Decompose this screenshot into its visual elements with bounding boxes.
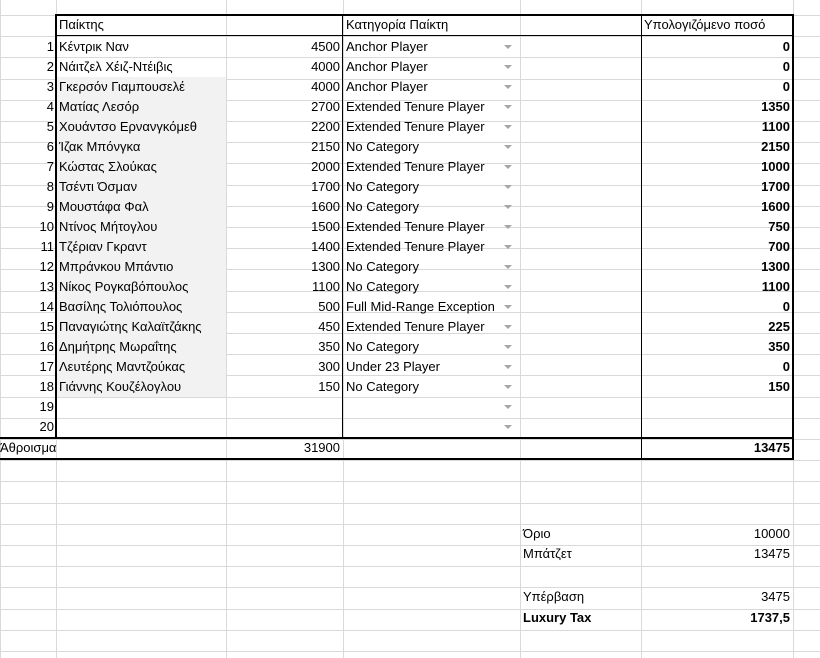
player-amount-cell[interactable] xyxy=(226,417,342,437)
player-name-cell[interactable]: Λευτέρης Μαντζούκας xyxy=(56,357,226,377)
budget-label[interactable]: Μπάτζετ xyxy=(523,546,572,561)
player-category-select[interactable]: Extended Tenure Player xyxy=(346,119,485,134)
row-index[interactable]: 12 xyxy=(39,259,54,274)
table-left-border xyxy=(55,14,57,438)
computed-amount-cell[interactable]: 0 xyxy=(782,59,790,74)
computed-amount-cell[interactable]: 1100 xyxy=(761,279,790,294)
player-amount-cell[interactable]: 1400 xyxy=(311,239,340,254)
player-amount-cell[interactable] xyxy=(226,397,342,417)
table-top-border xyxy=(56,14,793,16)
row-index[interactable]: 8 xyxy=(46,179,54,194)
dropdown-arrow-icon[interactable] xyxy=(504,45,512,49)
player-category-select[interactable]: No Category xyxy=(346,139,419,154)
player-name-cell[interactable]: Νίκος Ρογκαβόπουλος xyxy=(56,277,226,297)
player-amount-cell[interactable]: 1600 xyxy=(311,199,340,214)
row-index[interactable]: 6 xyxy=(46,139,54,154)
row-index[interactable]: 4 xyxy=(46,99,54,114)
computed-amount-cell[interactable]: 150 xyxy=(768,379,790,394)
table-right-border xyxy=(792,14,794,460)
budget-value[interactable]: 13475 xyxy=(753,546,790,561)
player-category-select[interactable] xyxy=(343,397,519,417)
player-name-cell[interactable]: Κώστας Σλούκας xyxy=(56,157,226,177)
row-index[interactable]: 11 xyxy=(40,239,54,254)
computed-amount-cell[interactable]: 700 xyxy=(768,239,790,254)
row-index[interactable]: 3 xyxy=(46,79,54,94)
player-category-select[interactable]: Anchor Player xyxy=(346,39,428,54)
gridline-horizontal xyxy=(0,481,820,482)
player-category-select[interactable]: Anchor Player xyxy=(346,59,428,74)
gridline-horizontal xyxy=(0,566,820,567)
player-name-cell[interactable]: Τζέριαν Γκραντ xyxy=(56,237,226,257)
player-name-cell[interactable]: Κέντρικ Ναν xyxy=(59,39,129,54)
player-category-select[interactable]: Extended Tenure Player xyxy=(346,219,485,234)
totals-top-border xyxy=(0,437,794,439)
player-category-select[interactable] xyxy=(343,417,519,437)
player-category-select[interactable]: Full Mid-Range Exception xyxy=(346,299,495,314)
row-index[interactable]: 1 xyxy=(46,39,54,54)
dropdown-arrow-icon[interactable] xyxy=(504,405,512,409)
dropdown-arrow-icon[interactable] xyxy=(504,85,512,89)
player-name-cell[interactable]: Δημήτρης Μωραΐτης xyxy=(56,337,226,357)
player-category-select[interactable]: No Category xyxy=(346,279,419,294)
player-category-select[interactable]: No Category xyxy=(346,199,419,214)
dropdown-arrow-icon[interactable] xyxy=(504,345,512,349)
tax-value[interactable]: 1737,5 xyxy=(750,610,790,625)
player-category-select[interactable]: Extended Tenure Player xyxy=(346,319,485,334)
computed-amount-cell[interactable]: 0 xyxy=(782,39,790,54)
dropdown-arrow-icon[interactable] xyxy=(504,425,512,429)
gridline-horizontal xyxy=(0,503,820,504)
row-index[interactable]: 13 xyxy=(39,279,54,294)
limit-value[interactable]: 10000 xyxy=(753,526,790,541)
player-amount-cell[interactable]: 2200 xyxy=(311,119,340,134)
player-amount-cell[interactable]: 2700 xyxy=(311,99,340,114)
computed-amount-cell[interactable]: 1700 xyxy=(761,179,790,194)
player-amount-cell[interactable]: 300 xyxy=(318,359,340,374)
col-divider-1 xyxy=(342,14,343,438)
tax-label[interactable]: Luxury Tax xyxy=(523,610,592,625)
player-amount-cell[interactable]: 2150 xyxy=(311,139,340,154)
totals-label[interactable]: Άθροισμα xyxy=(0,440,57,455)
player-name-cell[interactable] xyxy=(56,417,226,437)
player-name-cell[interactable]: Ματίας Λεσόρ xyxy=(56,97,226,117)
dropdown-arrow-icon[interactable] xyxy=(504,265,512,269)
player-name-cell[interactable]: Γκερσόν Γιαμπουσελέ xyxy=(56,77,226,97)
player-category-select[interactable]: Extended Tenure Player xyxy=(346,239,485,254)
row-index[interactable]: 16 xyxy=(39,339,54,354)
player-name-cell[interactable]: Μπράνκου Μπάντιο xyxy=(56,257,226,277)
computed-amount-cell[interactable] xyxy=(641,417,792,437)
computed-amount-cell[interactable]: 225 xyxy=(768,319,790,334)
player-category-select[interactable]: Under 23 Player xyxy=(346,359,440,374)
dropdown-arrow-icon[interactable] xyxy=(504,125,512,129)
header-category[interactable]: Κατηγορία Παίκτη xyxy=(346,17,449,32)
row-index[interactable]: 5 xyxy=(46,119,54,134)
player-category-select[interactable]: No Category xyxy=(346,179,419,194)
player-name-cell[interactable]: Μουστάφα Φαλ xyxy=(56,197,226,217)
player-amount-cell[interactable]: 4000 xyxy=(311,59,340,74)
header-computed[interactable]: Υπολογιζόμενο ποσό xyxy=(644,17,766,32)
player-name-cell[interactable]: Τσέντι Όσμαν xyxy=(56,177,226,197)
player-amount-cell[interactable]: 1100 xyxy=(312,279,340,294)
totals-bottom-border xyxy=(0,458,794,460)
row-index[interactable]: 10 xyxy=(39,219,54,234)
player-category-select[interactable]: No Category xyxy=(346,379,419,394)
dropdown-arrow-icon[interactable] xyxy=(504,205,512,209)
computed-amount-cell[interactable]: 0 xyxy=(782,79,790,94)
player-name-cell[interactable] xyxy=(56,397,226,417)
gridline-horizontal xyxy=(0,630,820,631)
player-amount-cell[interactable]: 2000 xyxy=(311,159,340,174)
gridline-horizontal xyxy=(0,460,820,461)
player-amount-cell[interactable]: 1300 xyxy=(311,259,340,274)
dropdown-arrow-icon[interactable] xyxy=(504,225,512,229)
player-name-cell[interactable]: Νάιτζελ Χέιζ-Ντέιβις xyxy=(59,59,173,74)
computed-amount-cell[interactable]: 1000 xyxy=(761,159,790,174)
header-bottom-border xyxy=(56,35,793,36)
dropdown-arrow-icon[interactable] xyxy=(504,365,512,369)
gridline-horizontal xyxy=(0,651,820,652)
row-index[interactable]: 17 xyxy=(39,359,54,374)
player-amount-cell[interactable]: 1500 xyxy=(311,219,340,234)
row-index[interactable]: 2 xyxy=(46,59,54,74)
computed-amount-cell[interactable]: 1300 xyxy=(761,259,790,274)
computed-amount-cell[interactable]: 350 xyxy=(768,339,790,354)
computed-amount-cell[interactable]: 1350 xyxy=(761,99,790,114)
player-amount-cell[interactable]: 4000 xyxy=(311,79,340,94)
player-name-cell[interactable]: Παναγιώτης Καλαϊτζάκης xyxy=(56,317,226,337)
totals-amount[interactable]: 31900 xyxy=(303,440,340,455)
totals-computed[interactable]: 13475 xyxy=(753,440,790,455)
computed-amount-cell[interactable]: 0 xyxy=(782,299,790,314)
player-category-select[interactable]: Anchor Player xyxy=(346,79,428,94)
dropdown-arrow-icon[interactable] xyxy=(504,185,512,189)
player-name-cell[interactable]: Ίζακ Μπόνγκα xyxy=(56,137,226,157)
dropdown-arrow-icon[interactable] xyxy=(504,325,512,329)
limit-label[interactable]: Όριο xyxy=(523,526,551,541)
computed-amount-cell[interactable]: 1600 xyxy=(761,199,790,214)
totals-divider xyxy=(641,437,642,459)
computed-amount-cell[interactable]: 1100 xyxy=(761,119,790,134)
row-index[interactable]: 15 xyxy=(39,319,54,334)
player-amount-cell[interactable]: 350 xyxy=(318,339,340,354)
header-player[interactable]: Παίκτης xyxy=(59,17,104,32)
player-amount-cell[interactable]: 450 xyxy=(318,319,340,334)
player-name-cell[interactable]: Χουάντσο Ερνανγκόμεθ xyxy=(56,117,226,137)
dropdown-arrow-icon[interactable] xyxy=(504,305,512,309)
excess-label[interactable]: Υπέρβαση xyxy=(523,589,585,604)
player-name-cell[interactable]: Ντίνος Μήτογλου xyxy=(56,217,226,237)
computed-amount-cell[interactable]: 750 xyxy=(768,219,790,234)
computed-amount-cell[interactable]: 2150 xyxy=(761,139,790,154)
player-amount-cell[interactable]: 4500 xyxy=(311,39,340,54)
row-index[interactable]: 14 xyxy=(39,299,54,314)
player-category-select[interactable]: Extended Tenure Player xyxy=(346,159,485,174)
row-index[interactable]: 9 xyxy=(46,199,54,214)
dropdown-arrow-icon[interactable] xyxy=(504,245,512,249)
col-divider-2 xyxy=(641,14,642,438)
dropdown-arrow-icon[interactable] xyxy=(504,165,512,169)
row-index[interactable]: 20 xyxy=(39,419,54,434)
player-name-cell[interactable]: Γιάννης Κουζέλογλου xyxy=(56,377,226,397)
row-index[interactable]: 7 xyxy=(46,159,54,174)
dropdown-arrow-icon[interactable] xyxy=(504,145,512,149)
player-name-cell[interactable]: Βασίλης Τολιόπουλος xyxy=(56,297,226,317)
player-category-select[interactable]: Extended Tenure Player xyxy=(346,99,485,114)
row-index[interactable]: 18 xyxy=(39,379,54,394)
dropdown-arrow-icon[interactable] xyxy=(504,385,512,389)
computed-amount-cell[interactable] xyxy=(641,397,792,417)
computed-amount-cell[interactable]: 0 xyxy=(782,359,790,374)
player-category-select[interactable]: No Category xyxy=(346,339,419,354)
player-amount-cell[interactable]: 150 xyxy=(318,379,340,394)
player-category-select[interactable]: No Category xyxy=(346,259,419,274)
row-index[interactable]: 19 xyxy=(39,399,54,414)
dropdown-arrow-icon[interactable] xyxy=(504,65,512,69)
player-amount-cell[interactable]: 1700 xyxy=(311,179,340,194)
dropdown-arrow-icon[interactable] xyxy=(504,285,512,289)
excess-value[interactable]: 3475 xyxy=(761,589,790,604)
dropdown-arrow-icon[interactable] xyxy=(504,105,512,109)
player-amount-cell[interactable]: 500 xyxy=(318,299,340,314)
